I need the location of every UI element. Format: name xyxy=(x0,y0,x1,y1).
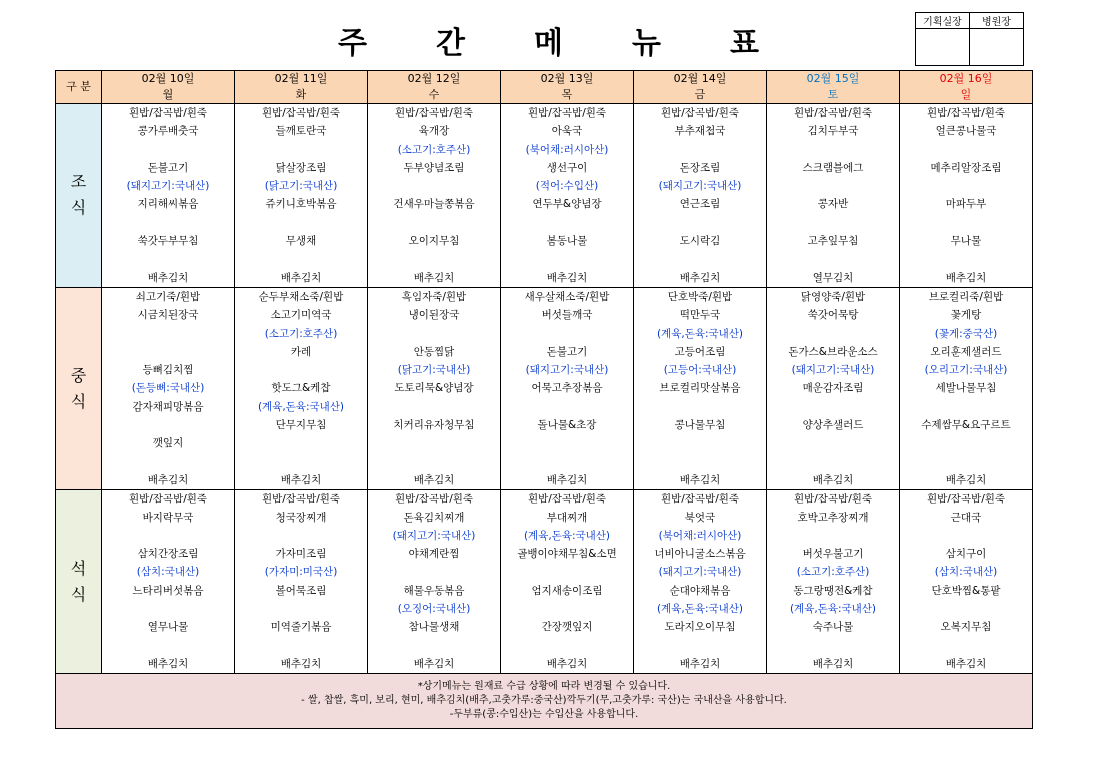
menu-item xyxy=(368,398,500,416)
menu-item: 도시락김 xyxy=(679,235,721,248)
menu-item xyxy=(634,453,766,471)
menu-item xyxy=(634,141,766,159)
approval-box xyxy=(915,12,1024,66)
menu-item xyxy=(501,250,633,268)
menu-item xyxy=(102,250,234,268)
menu-item: 흰밥/잡곡밥/흰죽 xyxy=(926,493,1006,506)
menu-item: 양상추샐러드 xyxy=(802,419,864,432)
day-header: 일 xyxy=(900,87,1033,104)
menu-item: 배추김치 xyxy=(147,473,189,486)
menu-item xyxy=(767,325,899,343)
menu-item xyxy=(235,250,367,268)
menu-item: (가자미:미국산) xyxy=(264,566,338,579)
menu-item: 배추김치 xyxy=(280,271,322,284)
menu-item xyxy=(235,637,367,655)
menu-item: 오이지무침 xyxy=(408,235,460,248)
menu-item xyxy=(767,453,899,471)
menu-item xyxy=(102,325,234,343)
menu-item: 육개장 xyxy=(418,125,450,138)
menu-item: (오리고기:국내산) xyxy=(924,364,1008,377)
lunch-label xyxy=(56,287,102,489)
menu-item: 미역줄기볶음 xyxy=(270,621,332,634)
menu-item: 도토리묵&양념장 xyxy=(394,382,474,395)
menu-item: 치커리유자청무침 xyxy=(393,419,475,432)
menu-item xyxy=(102,637,234,655)
menu-item xyxy=(102,600,234,618)
note-line: - 쌀, 찹쌀, 흑미, 보리, 현미, 배추김치(배추,고춧가루:중국산)깍두기(무,고춧가루: 국산)는 국내산을 사용합니다. xyxy=(301,695,787,707)
menu-item: 카레 xyxy=(290,345,312,358)
menu-item: 꽃게탕 xyxy=(950,309,982,322)
menu-item: 배추김치 xyxy=(413,473,455,486)
menu-item: 흰밥/잡곡밥/흰죽 xyxy=(926,107,1006,119)
menu-item: (계육,돈육:국내산) xyxy=(656,327,744,340)
menu-item: 세발나물무침 xyxy=(935,382,997,395)
menu-item: 연두부&양념장 xyxy=(532,198,602,211)
menu-cell xyxy=(767,287,900,489)
menu-item: 배추김치 xyxy=(679,657,721,670)
menu-item: 삼치간장조림 xyxy=(137,548,199,561)
menu-item xyxy=(102,416,234,434)
menu-item: 배추김치 xyxy=(413,657,455,670)
lunch-row xyxy=(56,287,1033,489)
menu-item: 닭살장조림 xyxy=(275,161,327,174)
meal-label-char: 조 xyxy=(70,172,87,192)
menu-item: 배추김치 xyxy=(812,473,854,486)
menu-item: (계육,돈육:국내산) xyxy=(656,603,744,616)
menu-item xyxy=(900,398,1032,416)
menu-item: 무생채 xyxy=(285,235,317,248)
menu-item: (돈등뼈:국내산) xyxy=(131,382,205,395)
menu-item: 배추김치 xyxy=(945,271,987,284)
menu-cell xyxy=(501,287,634,489)
day-header: 월 xyxy=(102,87,235,104)
menu-item xyxy=(235,453,367,471)
menu-item: 아욱국 xyxy=(551,125,583,138)
menu-item: 쇠고기죽/흰밥 xyxy=(135,290,201,303)
menu-item: 마파두부 xyxy=(945,198,987,211)
menu-item: 얼큰콩나물국 xyxy=(935,125,997,138)
menu-item: 단호박찜&통팥 xyxy=(931,584,1001,597)
menu-item: 순대야채볶음 xyxy=(669,584,731,597)
menu-item xyxy=(767,214,899,232)
menu-item: 배추김치 xyxy=(679,271,721,284)
menu-item: 흰밥/잡곡밥/흰죽 xyxy=(527,107,607,119)
menu-item xyxy=(900,250,1032,268)
menu-cell xyxy=(501,104,634,288)
menu-item: 오복지무침 xyxy=(940,621,992,634)
menu-item: (소고기:호주산) xyxy=(397,143,471,156)
menu-item: 간장깻잎지 xyxy=(541,621,593,634)
menu-item xyxy=(235,361,367,379)
approval-header-director: 병원장 xyxy=(970,13,1024,29)
approval-sign-director xyxy=(970,29,1024,66)
menu-item: 어묵고추장볶음 xyxy=(531,382,603,395)
date-header: 02월 15일 xyxy=(767,71,900,88)
menu-cell xyxy=(102,104,235,288)
menu-item: 흰밥/잡곡밥/흰죽 xyxy=(128,493,208,506)
menu-item: 흰밥/잡곡밥/흰죽 xyxy=(660,107,740,119)
menu-item: (닭고기:국내산) xyxy=(397,364,471,377)
menu-item xyxy=(634,250,766,268)
menu-item xyxy=(501,398,633,416)
menu-item xyxy=(900,527,1032,545)
menu-item xyxy=(368,325,500,343)
menu-item: 떡만두국 xyxy=(679,309,721,322)
menu-item xyxy=(767,141,899,159)
menu-cell xyxy=(235,104,368,288)
menu-item: 쑥갓어묵탕 xyxy=(807,309,859,322)
menu-item: 숙주나물 xyxy=(812,621,854,634)
menu-item: (돼지고기:국내산) xyxy=(658,566,742,579)
weekly-menu-table xyxy=(55,70,1033,729)
note-line: -두부류(콩:수입산)는 수입산을 사용합니다. xyxy=(449,709,639,721)
menu-item: 시금치된장국 xyxy=(137,309,199,322)
menu-item xyxy=(767,434,899,452)
menu-item: 북엇국 xyxy=(684,511,716,524)
menu-item: 메추리알장조림 xyxy=(930,161,1002,174)
menu-item: 바지락무국 xyxy=(142,511,194,524)
menu-item: (계육,돈육:국내산) xyxy=(257,400,345,413)
menu-item: 버섯우불고기 xyxy=(802,548,864,561)
menu-item xyxy=(501,563,633,581)
menu-cell xyxy=(900,287,1033,489)
menu-item: 볼어묵조림 xyxy=(275,584,327,597)
menu-item: 고추잎무침 xyxy=(807,235,859,248)
menu-item: 흰밥/잡곡밥/흰죽 xyxy=(261,493,341,506)
date-header: 02월 14일 xyxy=(634,71,767,88)
date-header: 02월 11일 xyxy=(235,71,368,88)
menu-item xyxy=(368,434,500,452)
notes-section xyxy=(56,674,1033,729)
meal-label-char: 중 xyxy=(70,365,87,385)
menu-item: (돼지고기:국내산) xyxy=(525,364,609,377)
menu-item xyxy=(634,398,766,416)
menu-item: 흰밥/잡곡밥/흰죽 xyxy=(793,107,873,119)
menu-item: 청국장찌개 xyxy=(275,511,327,524)
menu-item: 흰밥/잡곡밥/흰죽 xyxy=(394,107,474,119)
menu-item: (닭고기:국내산) xyxy=(264,180,338,193)
menu-item xyxy=(501,637,633,655)
date-header: 02월 10일 xyxy=(102,71,235,88)
menu-item xyxy=(900,177,1032,195)
menu-item: 무나물 xyxy=(950,235,982,248)
menu-item xyxy=(900,141,1032,159)
menu-item: (계육,돈육:국내산) xyxy=(789,603,877,616)
menu-item: (계육,돈육:국내산) xyxy=(523,529,611,542)
menu-item xyxy=(767,177,899,195)
menu-item: 배추김치 xyxy=(147,657,189,670)
approval-sign-planning xyxy=(916,29,970,66)
menu-item: 흰밥/잡곡밥/흰죽 xyxy=(527,493,607,506)
menu-cell xyxy=(634,287,767,489)
menu-item: 수제쌈무&요구르트 xyxy=(921,419,1011,432)
menu-item: 지리해씨볶음 xyxy=(137,198,199,211)
menu-item: 두부양념조림 xyxy=(403,161,465,174)
day-header: 금 xyxy=(634,87,767,104)
menu-item: (삼치:국내산) xyxy=(934,566,998,579)
menu-item: 안동찜닭 xyxy=(413,345,455,358)
menu-item: 배추김치 xyxy=(812,657,854,670)
menu-item: 너비아니굴소스볶음 xyxy=(654,548,746,561)
menu-item: 돈육김치찌개 xyxy=(403,511,465,524)
menu-item xyxy=(235,141,367,159)
menu-item xyxy=(368,453,500,471)
meal-label-char: 식 xyxy=(70,198,87,218)
menu-cell xyxy=(767,104,900,288)
menu-item: 돈가스&브라운소스 xyxy=(788,345,878,358)
menu-item: 건새우마늘쫑볶음 xyxy=(393,198,475,211)
menu-item: 배추김치 xyxy=(413,271,455,284)
menu-cell xyxy=(501,490,634,674)
menu-item: 브로컬리죽/흰밥 xyxy=(928,290,1004,303)
breakfast-label xyxy=(56,104,102,288)
menu-item xyxy=(900,453,1032,471)
menu-item: 느타리버섯볶음 xyxy=(132,584,204,597)
menu-item: 열무김치 xyxy=(812,271,854,284)
note-line: *상기메뉴는 원재료 수급 상황에 따라 변경될 수 있습니다. xyxy=(417,681,671,693)
menu-item: 흑임자죽/흰밥 xyxy=(401,290,467,303)
menu-item xyxy=(235,600,367,618)
menu-item xyxy=(634,214,766,232)
menu-item: 콩가루배춧국 xyxy=(137,125,199,138)
menu-item: 버섯들깨국 xyxy=(541,309,593,322)
menu-item xyxy=(900,637,1032,655)
menu-item: 도라지오이무침 xyxy=(664,621,736,634)
menu-item: 야채계란찜 xyxy=(408,548,460,561)
page-title: 주 간 메 뉴 표 xyxy=(338,26,760,61)
menu-item xyxy=(900,600,1032,618)
menu-cell xyxy=(900,104,1033,288)
menu-item xyxy=(501,214,633,232)
menu-item: 고등어조림 xyxy=(674,345,726,358)
menu-item xyxy=(102,141,234,159)
menu-item xyxy=(368,250,500,268)
menu-item: 배추김치 xyxy=(945,473,987,486)
menu-item xyxy=(501,600,633,618)
menu-item xyxy=(368,563,500,581)
menu-item: 열무나물 xyxy=(147,621,189,634)
menu-item: 스크램블에그 xyxy=(802,161,864,174)
menu-item: (적어:수입산) xyxy=(535,180,599,193)
menu-item: 브로컬리맛살볶음 xyxy=(659,382,741,395)
menu-item: (돼지고기:국내산) xyxy=(658,180,742,193)
menu-item xyxy=(634,434,766,452)
menu-item: 생선구이 xyxy=(546,161,588,174)
menu-item xyxy=(235,214,367,232)
menu-item: 쥬키니호박볶음 xyxy=(265,198,337,211)
menu-item: 콩나물무침 xyxy=(674,419,726,432)
menu-item xyxy=(368,177,500,195)
day-header: 목 xyxy=(501,87,634,104)
menu-item xyxy=(368,214,500,232)
menu-item: 소고기미역국 xyxy=(270,309,332,322)
menu-item: 동그랑땡전&케찹 xyxy=(793,584,873,597)
menu-item xyxy=(767,527,899,545)
date-header: 02월 12일 xyxy=(368,71,501,88)
date-header: 02월 16일 xyxy=(900,71,1033,88)
menu-cell xyxy=(235,287,368,489)
menu-cell xyxy=(900,490,1033,674)
meal-label-char: 식 xyxy=(70,584,87,604)
menu-item: 배추김치 xyxy=(945,657,987,670)
menu-item: (오징어:국내산) xyxy=(397,603,471,616)
menu-cell xyxy=(368,104,501,288)
dinner-label xyxy=(56,490,102,674)
menu-item xyxy=(235,527,367,545)
menu-item: 핫도그&케찹 xyxy=(271,382,331,395)
menu-item: 매운감자조림 xyxy=(802,382,864,395)
menu-item: 해물우동볶음 xyxy=(403,584,465,597)
menu-item xyxy=(767,637,899,655)
menu-item: 근대국 xyxy=(950,511,982,524)
menu-item xyxy=(900,214,1032,232)
menu-item: (고등어:국내산) xyxy=(663,364,737,377)
menu-item: 쑥갓두부무침 xyxy=(137,235,199,248)
menu-item xyxy=(501,453,633,471)
day-header: 수 xyxy=(368,87,501,104)
menu-item: 김치두부국 xyxy=(807,125,859,138)
menu-item: 호박고추장찌개 xyxy=(797,511,869,524)
menu-item: 닭영양죽/흰밥 xyxy=(800,290,866,303)
menu-cell xyxy=(235,490,368,674)
menu-item: 흰밥/잡곡밥/흰죽 xyxy=(660,493,740,506)
menu-item: 배추김치 xyxy=(280,473,322,486)
menu-cell xyxy=(368,490,501,674)
menu-item: 가자미조림 xyxy=(275,548,327,561)
menu-item xyxy=(102,453,234,471)
menu-item: 오리훈제샐러드 xyxy=(930,345,1002,358)
menu-item: 배추김치 xyxy=(546,271,588,284)
day-header: 화 xyxy=(235,87,368,104)
menu-item: 참나물생채 xyxy=(408,621,460,634)
menu-item: (삼치:국내산) xyxy=(136,566,200,579)
menu-item xyxy=(368,637,500,655)
menu-item: (소고기:호주산) xyxy=(264,327,338,340)
meal-label-char: 식 xyxy=(70,391,87,411)
menu-item: 골뱅이야채무침&소면 xyxy=(517,548,617,561)
menu-cell xyxy=(634,104,767,288)
category-header: 구 분 xyxy=(56,71,102,104)
menu-item xyxy=(767,250,899,268)
menu-cell xyxy=(634,490,767,674)
menu-item xyxy=(767,398,899,416)
menu-item: 깻잎지 xyxy=(152,437,184,450)
menu-item: 새우살채소죽/흰밥 xyxy=(524,290,610,303)
menu-item: 감자채피망볶음 xyxy=(132,400,204,413)
menu-item xyxy=(501,434,633,452)
day-header: 토 xyxy=(767,87,900,104)
menu-item: 배추김치 xyxy=(280,657,322,670)
menu-item: (북어채:러시아산) xyxy=(658,529,742,542)
menu-cell xyxy=(102,287,235,489)
menu-item: 흰밥/잡곡밥/흰죽 xyxy=(261,107,341,119)
menu-cell xyxy=(767,490,900,674)
menu-cell xyxy=(368,287,501,489)
menu-item: 돈불고기 xyxy=(546,345,588,358)
breakfast-row xyxy=(56,104,1033,288)
menu-item: (북어채:러시아산) xyxy=(525,143,609,156)
menu-item: 부대찌개 xyxy=(546,511,588,524)
menu-item: (돼지고기:국내산) xyxy=(791,364,875,377)
menu-item: 흰밥/잡곡밥/흰죽 xyxy=(128,107,208,119)
menu-item: 콩자반 xyxy=(817,198,849,211)
menu-item: 들깨토란국 xyxy=(275,125,327,138)
menu-item: 배추김치 xyxy=(546,473,588,486)
menu-cell xyxy=(102,490,235,674)
menu-item: (돼지고기:국내산) xyxy=(392,529,476,542)
menu-item: 돌나물&초장 xyxy=(537,419,597,432)
menu-item xyxy=(235,434,367,452)
menu-item xyxy=(102,343,234,361)
date-header: 02월 13일 xyxy=(501,71,634,88)
approval-header-planning: 기획실장 xyxy=(916,13,970,29)
menu-item xyxy=(634,637,766,655)
menu-item xyxy=(102,527,234,545)
menu-item: 흰밥/잡곡밥/흰죽 xyxy=(394,493,474,506)
menu-item: 돈장조림 xyxy=(679,161,721,174)
menu-item: (소고기:호주산) xyxy=(796,566,870,579)
menu-item: (꽃게:중국산) xyxy=(934,327,998,340)
menu-item: 봄동나물 xyxy=(546,235,588,248)
menu-item: 엄지새송이조림 xyxy=(531,584,603,597)
menu-item xyxy=(102,214,234,232)
dinner-row xyxy=(56,490,1033,674)
menu-item: 순두부채소죽/흰밥 xyxy=(258,290,344,303)
menu-item: 연근조림 xyxy=(679,198,721,211)
menu-item xyxy=(501,325,633,343)
menu-item: 등뼈김치찜 xyxy=(142,364,194,377)
meal-label-char: 석 xyxy=(70,558,87,578)
menu-item: 배추김치 xyxy=(147,271,189,284)
menu-item: 냉이된장국 xyxy=(408,309,460,322)
menu-item: 돈불고기 xyxy=(147,161,189,174)
menu-item: 배추김치 xyxy=(679,473,721,486)
menu-item: 단호박죽/흰밥 xyxy=(667,290,733,303)
menu-item: 배추김치 xyxy=(546,657,588,670)
menu-item: 단무지무침 xyxy=(275,419,327,432)
menu-item xyxy=(900,434,1032,452)
menu-item: (돼지고기:국내산) xyxy=(126,180,210,193)
menu-item: 흰밥/잡곡밥/흰죽 xyxy=(793,493,873,506)
menu-item: 삼치구이 xyxy=(945,548,987,561)
menu-item: 부추재첩국 xyxy=(674,125,726,138)
